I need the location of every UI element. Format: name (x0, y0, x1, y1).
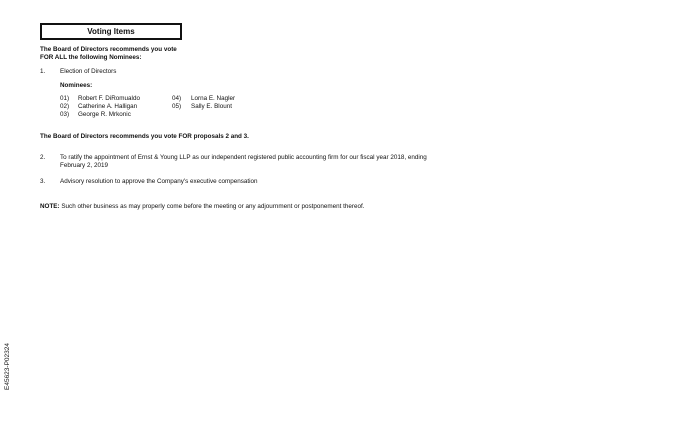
item-1-text: Election of Directors (60, 68, 117, 75)
note-label: NOTE: (40, 203, 60, 210)
nominee-number: 04) (172, 95, 182, 102)
board-recommendation-proposals: The Board of Directors recommends you vote FOR proposals 2 and 3. (40, 133, 249, 140)
nominee-name: Catherine A. Halligan (78, 103, 138, 110)
nominee-name: Robert F. DiRomualdo (78, 95, 140, 102)
item-2-text: To ratify the appointment of Ernst & Young LLP as our independent registered public accounting firm for our fiscal year 2018, ending (60, 154, 427, 161)
note (40, 203, 364, 211)
nominee-number: 05) (172, 103, 182, 110)
nominee-name: Lorna E. Nagler (191, 95, 236, 102)
document-code: E45623-P02324 (4, 343, 11, 390)
note-text: Such other business as may properly come before the meeting or any adjournment or postponement thereof. (59, 203, 365, 210)
item-3-number: 3. (40, 178, 46, 185)
item-2-number: 2. (40, 154, 46, 161)
board-recommendation-nominees: The Board of Directors recommends you vote (40, 46, 177, 53)
nominee-number: 02) (60, 103, 70, 110)
board-recommendation-nominees-line2: FOR ALL the following Nominees: (40, 54, 142, 61)
voting-items-header: Voting Items (40, 23, 182, 40)
nominee-name: Sally E. Blount (191, 103, 232, 110)
item-1-number: 1. (40, 68, 46, 75)
item-3-text: Advisory resolution to approve the Company's executive compensation (60, 178, 258, 185)
item-2-text-line2: February 2, 2019 (60, 162, 108, 169)
nominee-name: George R. Mrkonic (78, 111, 131, 118)
nominees-label: Nominees: (60, 82, 93, 89)
nominee-number: 03) (60, 111, 70, 118)
nominee-number: 01) (60, 95, 70, 102)
